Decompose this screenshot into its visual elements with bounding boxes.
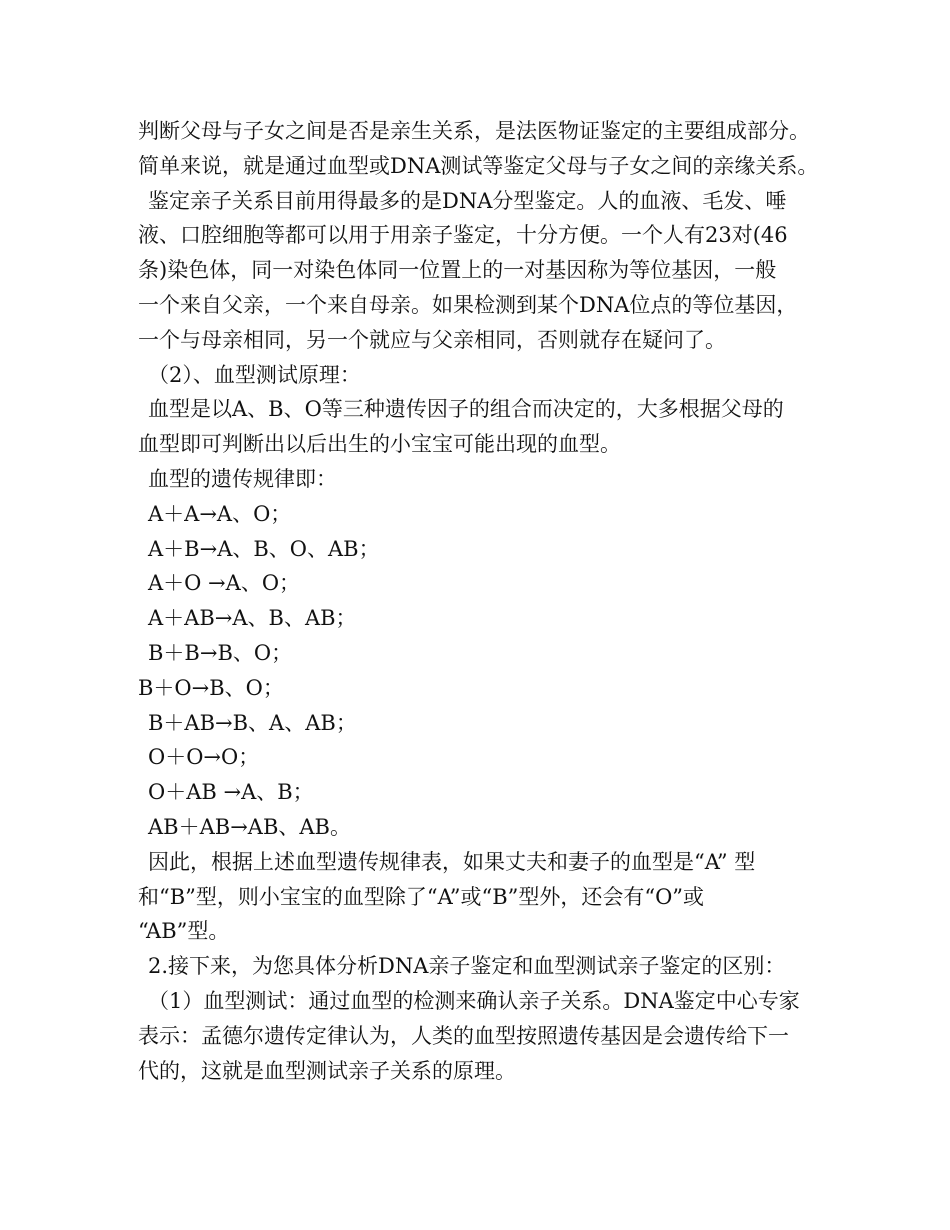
document-body — [138, 114, 828, 1088]
inheritance-rule: AB＋AB→AB、AB。 — [148, 814, 351, 839]
paragraph-line: 因此，根据上述血型遗传规律表，如果丈夫和妻子的血型是“A” 型 — [148, 849, 756, 874]
inheritance-rule: A＋A→A、O； — [148, 501, 292, 526]
section-heading: 2.接下来，为您具体分析DNA亲子鉴定和血型测试亲子鉴定的区别： — [148, 954, 786, 979]
paragraph-line: 判断父母与子女之间是否是亲生关系，是法医物证鉴定的主要组成部分。 — [138, 119, 810, 143]
paragraph-line: 血型即可判断出以后出生的小宝宝可能出现的血型。 — [138, 432, 621, 457]
inheritance-rule: B＋O→B、O； — [138, 675, 284, 700]
inheritance-rule: O＋AB →A、B； — [148, 780, 314, 805]
paragraph-line: 条)染色体，同一对染色体同一位置上的一对基因称为等位基因，一般 — [138, 258, 777, 283]
inheritance-rule: B＋AB→B、A、AB； — [148, 710, 357, 735]
paragraph-line: 鉴定亲子关系目前用得最多的是DNA分型鉴定。人的血液、毛发、唾 — [148, 188, 787, 213]
inheritance-rule: A＋AB→A、B、AB； — [148, 606, 357, 631]
paragraph-line: 血型是以A、B、O等三种遗传因子的组合而决定的，大多根据父母的 — [148, 397, 784, 422]
paragraph-line: 代的，这就是血型测试亲子关系的原理。 — [138, 1058, 516, 1083]
inheritance-rule: A＋O →A、O； — [148, 571, 301, 596]
paragraph-line: 和“B”型，则小宝宝的血型除了“A”或“B”型外，还会有“O”或 — [138, 884, 705, 909]
paragraph-line: 液、口腔细胞等都可以用于用亲子鉴定，十分方便。一个人有23对(46 — [138, 223, 788, 248]
paragraph-line: 表示：孟德尔遗传定律认为，人类的血型按照遗传基因是会遗传给下一 — [138, 1023, 789, 1048]
paragraph-line: 一个与母亲相同，另一个就应与父亲相同，否则就存在疑问了。 — [138, 327, 726, 352]
paragraph-line: （1）血型测试：通过血型的检测来确认亲子关系。DNA鉴定中心专家 — [148, 988, 800, 1013]
section-heading: （2）、血型测试原理： — [148, 362, 361, 387]
paragraph-line: “AB”型。 — [138, 919, 230, 944]
paragraph-line: 血型的遗传规律即： — [148, 466, 337, 491]
paragraph-line: 一个来自父亲，一个来自母亲。如果检测到某个DNA位点的等位基因， — [138, 292, 798, 317]
inheritance-rule: A＋B→A、B、O、AB； — [148, 536, 380, 561]
paragraph-line: 简单来说，就是通过血型或DNA测试等鉴定父母与子女之间的亲缘关系。 — [138, 153, 819, 178]
inheritance-rule: B＋B→B、O； — [148, 640, 293, 665]
inheritance-rule: O＋O→O； — [148, 745, 260, 770]
